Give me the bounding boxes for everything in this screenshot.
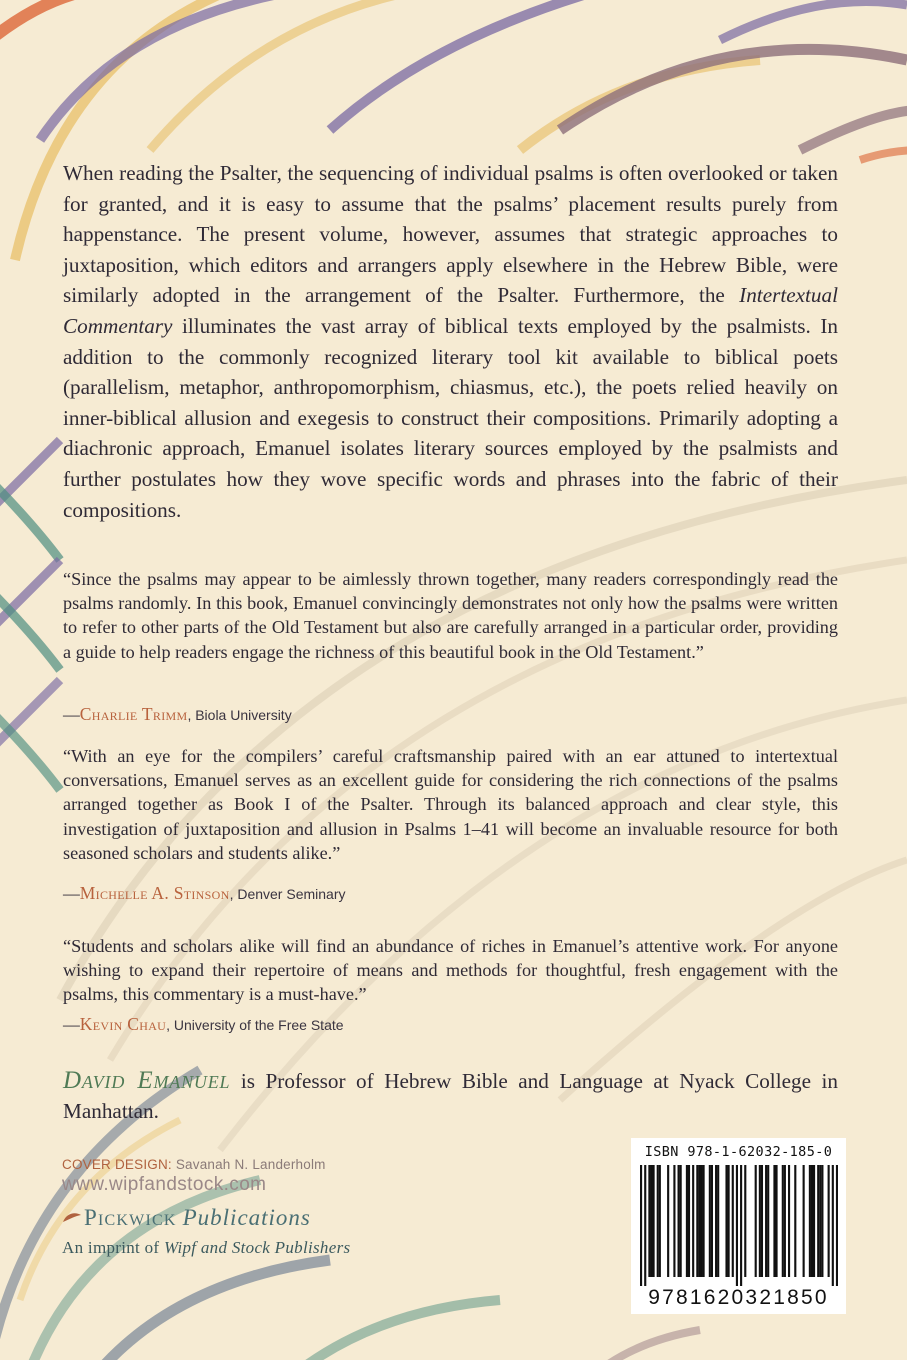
barcode-bar [678,1165,680,1277]
leaf-icon [62,1212,82,1224]
barcode-bar [775,1165,777,1277]
barcode-bar [803,1165,805,1277]
barcode-bar [659,1165,661,1277]
author-bio [63,1066,838,1126]
barcode-bar [640,1165,642,1286]
barcode-bar [755,1165,757,1277]
barcode-bar [696,1165,698,1277]
barcode-bar [688,1165,690,1277]
barcode-bars [640,1165,838,1286]
barcode-bar [650,1165,652,1277]
barcode-bar [673,1165,675,1277]
barcode-bar [703,1165,705,1277]
barcode-bar [788,1165,790,1277]
barcode-bar [715,1165,717,1277]
barcode-bar [644,1165,646,1286]
endorsement-quote-3: “Students and scholars alike will find an abundance of riches in Emanuel’s attentive work. For anyone wishing to expand their repertoire of means and methods for thoughtful, fresh engagement with the psalms, this commentary is a must-have.” [63,936,838,1005]
barcode-bar [767,1165,769,1277]
barcode-bar [653,1165,655,1277]
barcode-bar [709,1165,711,1277]
description-part-1: When reading the Psalter, the sequencing of individual psalms is often overlooked or taken for granted, and it is easy to assume that the psalms’ placement results purely from happenstance. The present volume, however, assumes that strategic approaches to juxtaposition, which editors and arrangers apply elsewhere in the Hebrew Bible, were similarly adopted in the arrangement of the Psalter. Furthermore, the [63,161,838,308]
barcode-bar [828,1165,830,1277]
barcode-bar [692,1165,694,1277]
attribution-dash: — [63,1015,80,1034]
barcode-bar [680,1165,682,1277]
endorser-name-1: Charlie Trimm [79,704,188,724]
cover-design-credit [62,1157,326,1172]
barcode-bar [717,1165,719,1277]
attribution-dash: — [63,884,80,903]
barcode-bar [819,1165,821,1277]
attribution-dash: — [63,705,80,724]
barcode-bar [740,1165,742,1286]
endorsement-attribution-1 [63,704,838,725]
barcode-bar [698,1165,700,1277]
barcode-bar [817,1165,819,1277]
publisher-suffix: Publications [182,1205,311,1230]
publisher-website: www.wipfandstock.com [62,1174,267,1195]
barcode-bar [736,1165,738,1286]
barcode-bar [765,1165,767,1277]
barcode-bar [657,1165,659,1277]
barcode-bar [836,1165,838,1286]
barcode-bar [728,1165,730,1277]
barcode-bar [725,1165,727,1277]
isbn-digits: 9781620321850 [648,1286,829,1309]
barcode-bar [667,1165,669,1277]
imprint-name: Wipf and Stock Publishers [163,1238,351,1257]
barcode-bar [782,1165,784,1277]
barcode-bar [773,1165,775,1277]
imprint-prefix: An imprint of [62,1238,164,1257]
barcode-bar [784,1165,786,1277]
isbn-barcode [631,1138,846,1314]
endorsement-quote-1: “Since the psalms may appear to be aimlessly thrown together, many readers correspondingly read the psalms randomly. In this book, Emanuel convincingly demonstrates not only how the psalms were written to refer to other parts of the Old Testament but also are carefully arranged in a particular order, providing a guide to help readers engage the richness of this beautiful book in the Old Testament.” [63,569,838,662]
barcode-bar [809,1165,811,1277]
cover-designer-name: Savanah N. Landerholm [171,1157,326,1172]
endorser-name-2: Michelle A. Stinson [79,883,230,903]
barcode-bar [686,1165,688,1277]
barcode-bar [821,1165,823,1277]
barcode-bar [648,1165,650,1277]
barcode-bar [761,1165,763,1277]
barcode-bar [813,1165,815,1277]
barcode-bar [759,1165,761,1277]
barcode-bar [732,1165,734,1277]
barcode-bar [794,1165,796,1277]
endorsement-attribution-2 [63,883,838,904]
imprint-line [62,1238,350,1258]
endorser-name-3: Kevin Chau [79,1014,167,1034]
publisher-name: Pickwick [84,1205,177,1230]
endorser-institution-2: , Denver Seminary [229,886,346,902]
description-part-2: illuminates the vast array of biblical texts employed by the psalmists. In addition to the commonly recognized literary tool kit available to biblical poets (parallelism, metaphor, anthropomorphism, chiasmus, etc.), the poets relied heavily on inner-biblical allusion and exegesis to construct their compositions. Primarily adopting a diachronic approach, Emanuel isolates literary sources employed by the psalmists and further postulates how they wove specific words and phrases into the fabric of their compositions. [63,313,838,522]
endorser-institution-3: , University of the Free State [166,1017,344,1033]
barcode-bar [700,1165,702,1277]
publisher-logo [62,1205,311,1231]
endorser-institution-1: , Biola University [187,707,292,723]
author-bio-text: is Professor of Hebrew Bible and Language at Nyack College in Manhattan. [63,1069,838,1123]
barcode-bar [711,1165,713,1277]
author-name: David Emanuel [63,1067,231,1094]
isbn-label: ISBN 978-1-62032-185-0 [644,1144,833,1160]
book-title-italic: Intertextual Commentary [63,283,838,338]
endorsement-attribution-3 [63,1014,838,1035]
endorsement-quote-2: “With an eye for the compilers’ careful craftsmanship paired with an ear attuned to intertextual conversations, Emanuel serves as an excellent guide for considering the rich connections of the psalms arranged together as Book I of the Psalter. Through its balanced approach and clear style, this investigation of juxtaposition and allusion in Psalms 1–41 will become an invaluable resource for both seasoned scholars and students alike.” [63,746,838,863]
barcode-bar [832,1165,834,1286]
cover-design-label: COVER DESIGN: [62,1157,172,1172]
book-description [63,158,838,525]
barcode-bar [744,1165,746,1277]
barcode-bar [811,1165,813,1277]
